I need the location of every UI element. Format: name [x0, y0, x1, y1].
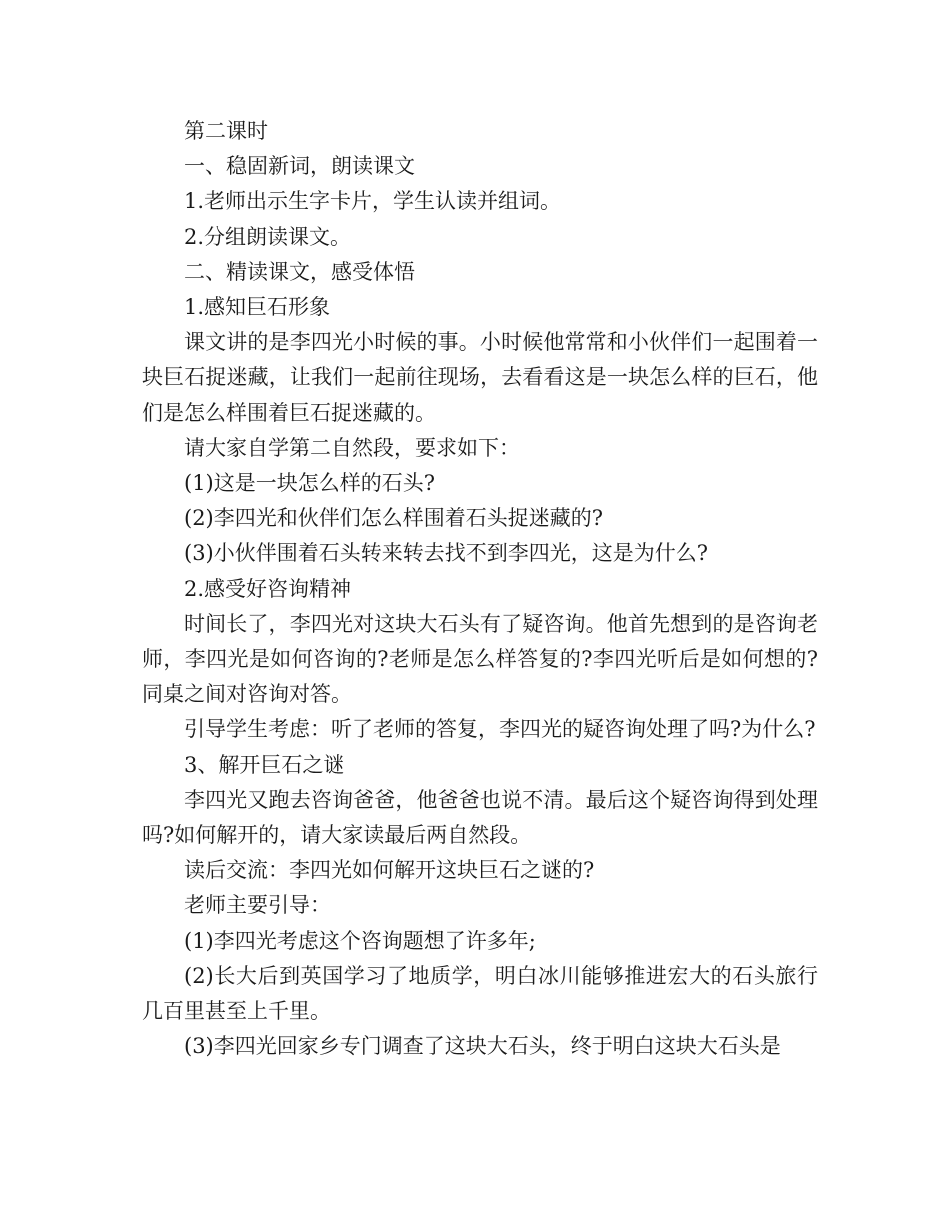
- subsection-heading: 1.感知巨石形象: [184, 295, 331, 320]
- document-body: [142, 114, 818, 1064]
- list-item: (2)李四光和伙伴们怎么样围着石头捉迷藏的?: [184, 506, 604, 531]
- paragraph: 请大家自学第二自然段，要求如下：: [184, 435, 520, 460]
- paragraph: 李四光又跑去咨询爸爸，他爸爸也说不清。最后这个疑咨询得到处理吗?如何解开的，请大家读最后两自然段。: [142, 787, 818, 848]
- list-item: (2)长大后到英国学习了地质学，明白冰川能够推进宏大的石头旅行几百里甚至上千里。: [142, 963, 818, 1024]
- paragraph: 时间长了，李四光对这块大石头有了疑咨询。他首先想到的是咨询老师，李四光是如何咨询的?老师是怎么样答复的?李四光听后是如何想的?同桌之间对咨询对答。: [142, 611, 818, 707]
- list-item: (1)这是一块怎么样的石头?: [184, 471, 436, 496]
- list-item: (1)李四光考虑这个咨询题想了许多年;: [184, 928, 536, 953]
- paragraph: 引导学生考虑：听了老师的答复，李四光的疑咨询处理了吗?为什么?: [184, 717, 816, 742]
- list-item: (3)李四光回家乡专门调查了这块大石头，终于明白这块大石头是: [184, 1034, 781, 1059]
- paragraph: 老师主要引导：: [184, 893, 331, 918]
- paragraph: 1.老师出示生字卡片，学生认读并组词。: [184, 189, 562, 214]
- section-heading: 二、精读课文，感受体悟: [184, 259, 415, 284]
- list-item: (3)小伙伴围着石头转来转去找不到李四光，这是为什么?: [184, 541, 709, 566]
- section-heading: 一、稳固新词，朗读课文: [184, 154, 415, 179]
- paragraph: 课文讲的是李四光小时候的事。小时候他常常和小伙伴们一起围着一块巨石捉迷藏，让我们一起前往现场，去看看这是一块怎么样的巨石，他们是怎么样围着巨石捉迷藏的。: [142, 330, 818, 425]
- paragraph: 2.分组朗读课文。: [184, 224, 352, 249]
- subsection-heading: 3、解开巨石之谜: [184, 752, 345, 777]
- paragraph: 读后交流：李四光如何解开这块巨石之谜的?: [184, 858, 595, 883]
- lesson-title: 第二课时: [184, 119, 268, 143]
- subsection-heading: 2.感受好咨询精神: [184, 576, 352, 601]
